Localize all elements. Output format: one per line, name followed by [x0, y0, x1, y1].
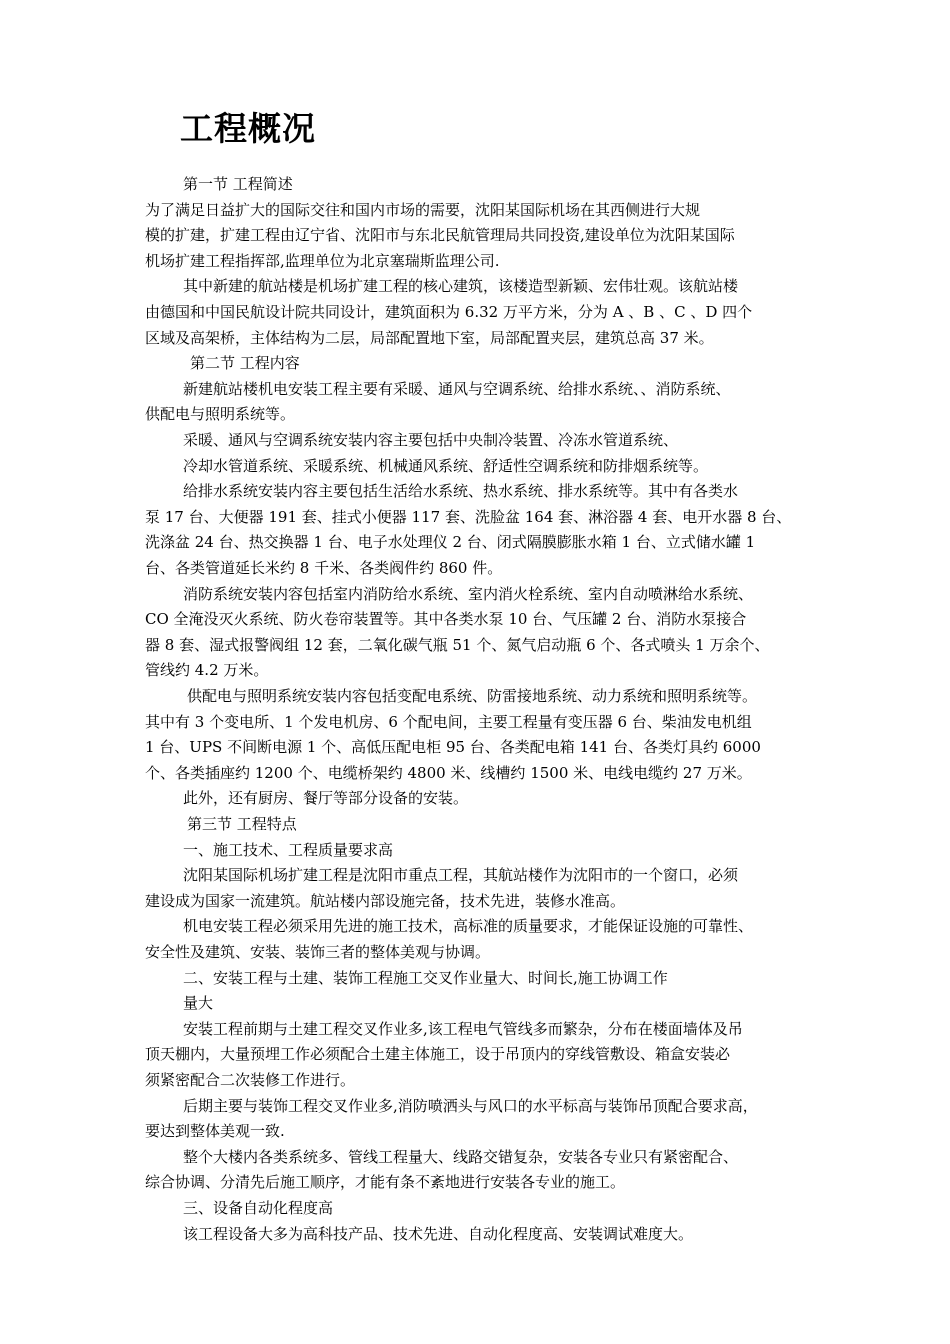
body-line: 第一节 工程简述 [183, 175, 293, 193]
body-line: 机场扩建工程指挥部,监理单位为北京塞瑞斯监理公司. [145, 251, 500, 270]
body-line: 二、安装工程与土建、装饰工程施工交叉作业量大、时间长,施工协调工作 [183, 968, 668, 987]
body-line: 第二节 工程内容 [190, 354, 300, 373]
body-line: 供配电与照明系统安装内容包括变配电系统、防雷接地系统、动力系统和照明系统等。 [187, 687, 758, 705]
body-line: 为了满足日益扩大的国际交往和国内市场的需要，沈阳某国际机场在其西侧进行大规 [145, 200, 701, 219]
body-line: 冷却水管道系统、采暖系统、机械通风系统、舒适性空调系统和防排烟系统等。 [183, 456, 709, 475]
body-line: 个、各类插座约 1200 个、电缆桥架约 4800 米、线槽约 1500 米、电线电缆约 27 万米。 [145, 763, 752, 782]
body-line: 供配电与照明系统等。 [145, 405, 296, 424]
body-line: 顶天棚内，大量预埋工作必须配合土建主体施工，设于吊顶内的穿线管敷设、箱盒安装必 [145, 1045, 731, 1064]
body-line: 管线约 4.2 万米。 [145, 661, 269, 680]
body-line: 沈阳某国际机场扩建工程是沈阳市重点工程，其航站楼作为沈阳市的一个窗口，必须 [183, 866, 739, 885]
body-line: 该工程设备大多为高科技产品、技术先进、自动化程度高、安装调试难度大。 [183, 1224, 694, 1243]
body-line: 整个大楼内各类系统多、管线工程量大、线路交错复杂，安装各专业只有紧密配合、 [183, 1147, 739, 1166]
body-line: 后期主要与装饰工程交叉作业多,消防喷洒头与风口的水平标高与装饰吊顶配合要求高， [183, 1096, 758, 1115]
body-line: 一、施工技术、工程质量要求高 [183, 840, 394, 859]
body-line: 量大 [183, 994, 214, 1013]
body-line: 模的扩建，扩建工程由辽宁省、沈阳市与东北民航管理局共同投资,建设单位为沈阳某国际 [145, 226, 735, 245]
body-line: 机电安装工程必须采用先进的施工技术，高标准的质量要求，才能保证设施的可靠性、 [183, 917, 754, 936]
document-title: 工程概况 [180, 109, 316, 148]
body-line: 给排水系统安装内容主要包括生活给水系统、热水系统、排水系统等。其中有各类水 [183, 482, 739, 501]
body-line: CO 全淹没灭火系统、防火卷帘装置等。其中各类水泵 10 台、气压罐 2 台、消防水泵接合 [145, 610, 747, 629]
body-line: 安装工程前期与土建工程交叉作业多,该工程电气管线多而繁杂，分布在楼面墙体及吊 [183, 1019, 743, 1038]
body-line: 1 台、UPS 不间断电源 1 个、高低压配电柜 95 台、各类配电箱 141 台、各类灯具约 6000 [145, 738, 761, 757]
body-line: 新建航站楼机电安装工程主要有采暖、通风与空调系统、给排水系统、、消防系统、 [183, 379, 731, 398]
body-line: 器 8 套、湿式报警阀组 12 套，二氧化碳气瓶 51 个、氮气启动瓶 6 个、各式喷头 1 万余个、 [145, 635, 770, 654]
body-line: 洗涤盆 24 台、热交换器 1 台、电子水处理仪 2 台、闭式隔膜膨胀水箱 1 台、立式储水罐 1 [145, 533, 756, 552]
body-line: 三、设备自动化程度高 [183, 1199, 334, 1217]
body-line: 建设成为国家一流建筑。航站楼内部设施完备，技术先进，装修水准高。 [145, 891, 626, 910]
body-line: 区域及高架桥，主体结构为二层，局部配置地下室，局部配置夹层，建筑总高 37 米。 [145, 328, 714, 347]
body-line: 采暖、通风与空调系统安装内容主要包括中央制冷装置、冷冻水管道系统、 [183, 431, 679, 449]
body-line: 其中新建的航站楼是机场扩建工程的核心建筑，该楼造型新颖、宏伟壮观。该航站楼 [183, 277, 739, 296]
body-line: 要达到整体美观一致. [145, 1122, 285, 1141]
body-line: 此外，还有厨房、餐厅等部分设备的安装。 [183, 789, 469, 808]
body-line: 综合协调、分清先后施工顺序，才能有条不紊地进行安装各专业的施工。 [145, 1173, 626, 1192]
body-line: 第三节 工程特点 [187, 815, 297, 833]
body-line: 安全性及建筑、安装、装饰三者的整体美观与协调。 [145, 943, 491, 961]
body-line: 消防系统安装内容包括室内消防给水系统、室内消火栓系统、室内自动喷淋给水系统、 [183, 584, 754, 603]
body-line: 泵 17 台、大便器 191 套、挂式小便器 117 套、洗脸盆 164 套、淋浴器 4 套、电开水器 8 台、 [145, 507, 792, 526]
body-line: 台、各类管道延长米约 8 千米、各类阀件约 860 件。 [145, 559, 503, 577]
body-line: 由德国和中国民航设计院共同设计，建筑面积为 6.32 万平方米，分为 A 、B 、C 、D 四个 [145, 303, 753, 321]
body-line: 须紧密配合二次装修工作进行。 [145, 1071, 356, 1089]
body-line: 其中有 3 个变电所、1 个发电机房、6 个配电间，主要工程量有变压器 6 台、柴油发电机组 [145, 712, 752, 731]
